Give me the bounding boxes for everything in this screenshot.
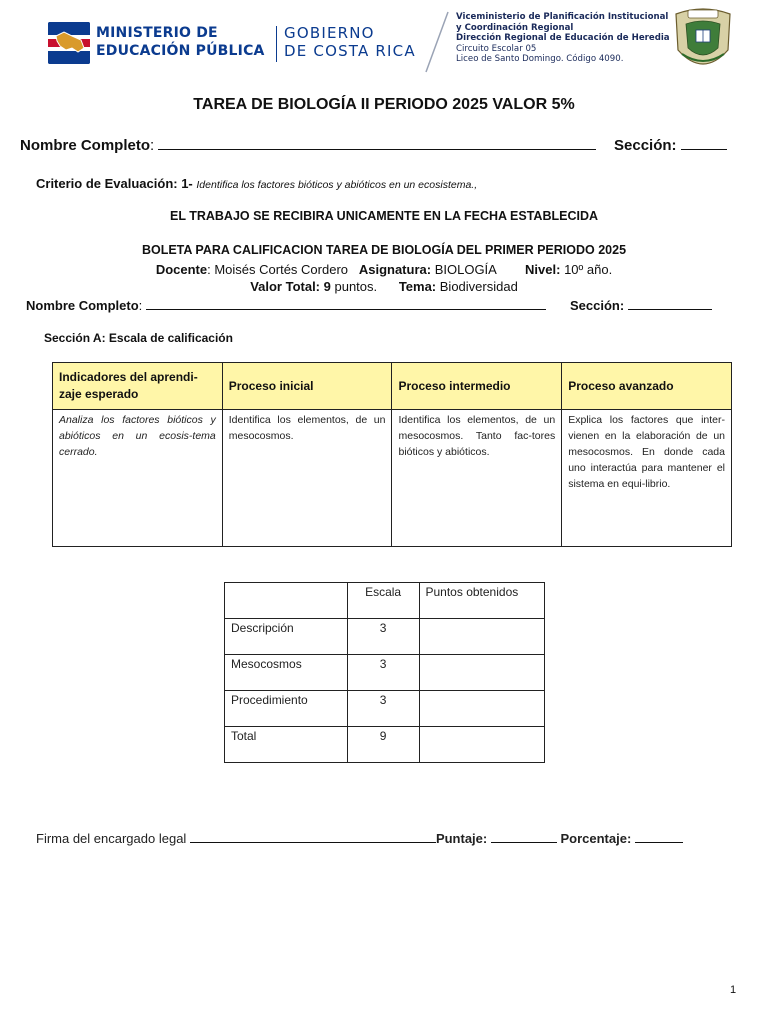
score-header	[225, 583, 348, 619]
page-number: 1	[730, 984, 737, 996]
section-field[interactable]	[681, 137, 727, 150]
rubric-cell: Explica los factores que inter-vienen en la elaboración de un mesocosmos. En donde cada uno interactúa para mantener el sistema en equi-librio.	[562, 410, 732, 547]
boleta-name-field[interactable]	[146, 297, 546, 310]
boleta-name-line: Nombre Completo:	[26, 297, 546, 313]
institution-info	[456, 12, 670, 65]
nivel-label: Nivel:	[525, 262, 561, 277]
rubric-header-row	[53, 363, 732, 410]
vice-line-4: Circuito Escolar 05	[456, 43, 537, 54]
vice-line-3: Dirección Regional de Educación de Heredia	[456, 33, 670, 44]
mep-line-1: MINISTERIO DE	[96, 25, 218, 41]
score-header: Escala	[347, 583, 419, 619]
rubric-table	[52, 362, 732, 547]
puntaje-field[interactable]	[491, 830, 557, 843]
score-scale: 3	[347, 655, 419, 691]
section-label: Sección:	[614, 137, 677, 154]
score-criterion: Descripción	[225, 619, 348, 655]
docente-value: Moisés Cortés Cordero	[214, 262, 348, 277]
rubric-cell: Identifica los elementos, de un mesocosmos. Tanto fac-tores bióticos y abióticos.	[392, 410, 562, 547]
score-row	[225, 655, 545, 691]
rubric-cell: Analiza los factores bióticos y abióticos en un ecosis-tema cerrado.	[53, 410, 223, 547]
asignatura-value: BIOLOGÍA	[434, 262, 497, 277]
student-name-line: Nombre Completo:	[20, 137, 596, 154]
score-scale: 9	[347, 727, 419, 763]
rubric-header: Indicadores del aprendi-zaje esperado	[53, 363, 223, 410]
boleta-docente-line: Docente: Moisés Cortés Cordero Asignatura: BIOLOGÍA Nivel: 10º año.	[155, 262, 613, 277]
score-scale: 3	[347, 619, 419, 655]
mep-line-2: EDUCACIÓN PÚBLICA	[96, 43, 265, 59]
costa-rica-map-icon	[48, 22, 90, 64]
valor-unit: puntos.	[334, 279, 378, 294]
rubric-header: Proceso intermedio	[392, 363, 562, 410]
firma-label: Firma del encargado legal	[36, 831, 187, 846]
score-header-row	[225, 583, 545, 619]
score-obtained[interactable]	[419, 727, 545, 763]
score-obtained[interactable]	[419, 619, 545, 655]
asignatura-label: Asignatura:	[358, 262, 432, 277]
vice-line-2: y Coordinación Regional	[456, 22, 574, 33]
header-slash-divider	[420, 10, 450, 74]
gobierno-name	[284, 24, 416, 60]
name-label: Nombre Completo	[20, 137, 151, 154]
boleta-valor-line	[0, 279, 768, 294]
name-field[interactable]	[158, 137, 596, 150]
score-criterion: Mesocosmos	[225, 655, 348, 691]
header-divider	[276, 26, 277, 62]
boleta-section-line	[570, 297, 712, 313]
firma-field[interactable]	[190, 830, 436, 843]
score-obtained[interactable]	[419, 691, 545, 727]
boleta-section-field[interactable]	[628, 297, 712, 310]
valor-label: Valor Total: 9	[250, 279, 331, 294]
puntaje-label: Puntaje:	[435, 831, 488, 846]
porcentaje-field[interactable]	[635, 830, 683, 843]
gov-line-1: GOBIERNO	[284, 24, 375, 42]
score-header: Puntos obtenidos	[419, 583, 545, 619]
rubric-cell: Identifica los elementos, de un mesocosmos.	[222, 410, 392, 547]
mep-name	[96, 24, 265, 60]
tema-value: Biodiversidad	[439, 279, 518, 294]
page-title: TAREA DE BIOLOGÍA II PERIODO 2025 VALOR 5%	[193, 96, 575, 113]
criterio-label: Criterio de Evaluación: 1-	[36, 176, 193, 191]
signature-line	[36, 830, 683, 846]
rubric-header: Proceso inicial	[222, 363, 392, 410]
student-section-line	[614, 137, 727, 154]
criterio-evaluacion	[36, 176, 477, 191]
porcentaje-label: Porcentaje:	[560, 831, 632, 846]
boleta-name-label: Nombre Completo	[26, 298, 139, 313]
vice-line-5: Liceo de Santo Domingo. Código 4090.	[456, 54, 624, 65]
nivel-value: 10º año.	[564, 262, 613, 277]
school-crest-icon	[672, 6, 734, 74]
vice-line-1: Viceministerio de Planificación Institucional	[456, 12, 669, 22]
score-row	[225, 727, 545, 763]
boleta-section-label: Sección:	[570, 298, 625, 313]
score-table	[224, 582, 545, 763]
score-criterion: Procedimiento	[225, 691, 348, 727]
rubric-header: Proceso avanzado	[562, 363, 732, 410]
rubric-row	[53, 410, 732, 547]
score-row	[225, 691, 545, 727]
criterio-text: Identifica los factores bióticos y abióticos en un ecosistema.,	[196, 179, 478, 191]
gov-line-2: DE COSTA RICA	[284, 42, 416, 60]
boleta-title: BOLETA PARA CALIFICACION TAREA DE BIOLOGÍA DEL PRIMER PERIODO 2025	[141, 243, 627, 257]
section-a-title: Sección A: Escala de calificación	[44, 331, 233, 345]
score-scale: 3	[347, 691, 419, 727]
score-criterion: Total	[225, 727, 348, 763]
deadline-notice: EL TRABAJO SE RECIBIRA UNICAMENTE EN LA FECHA ESTABLECIDA	[169, 209, 599, 223]
score-obtained[interactable]	[419, 655, 545, 691]
docente-label: Docente	[155, 262, 208, 277]
score-row	[225, 619, 545, 655]
tema-label: Tema:	[398, 279, 437, 294]
mep-logo	[46, 22, 272, 64]
